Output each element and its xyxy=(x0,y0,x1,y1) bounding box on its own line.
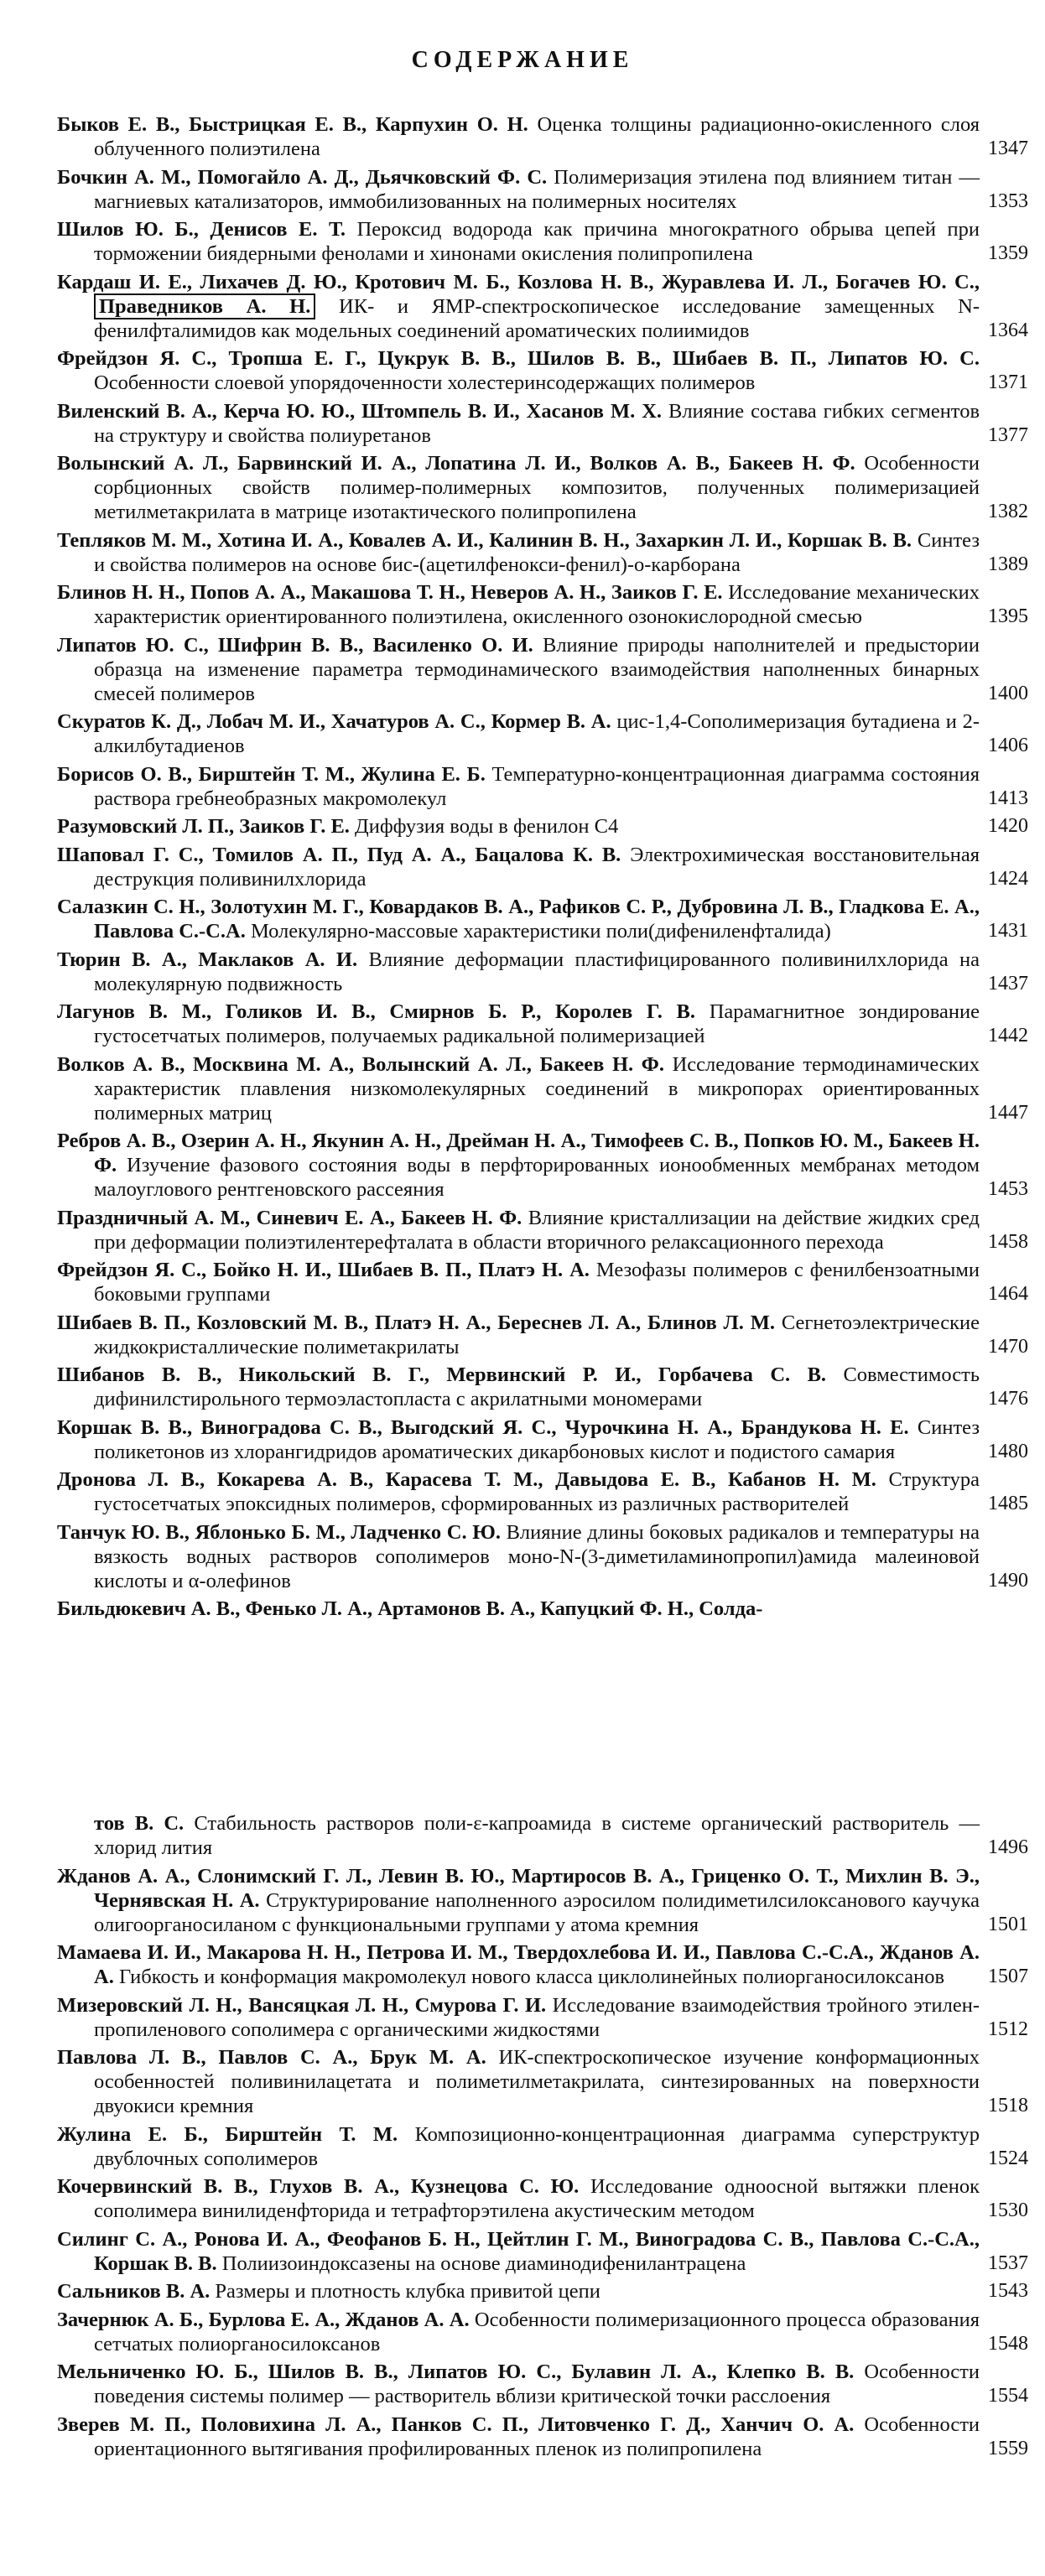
entry-page-number: 1347 xyxy=(988,138,1028,159)
entry-page-number: 1501 xyxy=(988,1913,1028,1935)
toc-entry xyxy=(57,580,1028,629)
toc-entry xyxy=(57,2360,1028,2408)
entry-title: Полимеризация этилена под влиянием титан — магниевых катализаторов, иммобилизованных на полимерных носителях xyxy=(94,165,980,213)
entry-authors: Блинов Н. Н., Попов А. А., Макашова Т. Н., Неверов А. Н., Заиков Г. Е. xyxy=(57,581,723,604)
entry-page-number: 1424 xyxy=(988,867,1028,890)
toc-entry xyxy=(57,1415,1028,1464)
entry-title: Синтез поликетонов из хлорангидридов ароматических дикарбоновых кислот и подистого самария xyxy=(94,1415,980,1463)
entry-authors: Павлова Л. В., Павлов С. А., Брук М. А. xyxy=(57,2046,486,2069)
entry-authors: Виленский В. А., Керча Ю. Ю., Штомпель В. И., Хасанов М. Х. xyxy=(57,399,663,423)
toc-entry xyxy=(57,2174,1028,2223)
toc-entry xyxy=(57,843,1028,891)
entry-title: Особенности слоевой упорядоченности холестеринсодержащих полимеров xyxy=(94,371,756,394)
entry-authors: Мельниченко Ю. Б., Шилов В. В., Липатов Ю. С., Булавин Л. А., Клепко В. В. xyxy=(57,2360,855,2383)
toc-entry xyxy=(57,1052,1028,1125)
toc-entry xyxy=(57,2308,1028,2356)
toc-entry xyxy=(57,1363,1028,1411)
entry-title: Температурно-концентрационная диаграмма состояния раствора гребнеобразных макромолекул xyxy=(94,762,980,810)
entry-page-number: 1431 xyxy=(988,920,1028,942)
entry-title: Особенности полимеризационного процесса образования сетчатых полиорганосилоксанов xyxy=(94,2308,980,2355)
entry-page-number: 1382 xyxy=(988,501,1028,522)
entry-page-number: 1476 xyxy=(988,1388,1028,1410)
toc-entry xyxy=(57,762,1028,811)
entry-page-number: 1518 xyxy=(988,2095,1028,2116)
entry-authors: Фрейдзон Я. С., Бойко Н. И., Шибаев В. П., Платэ Н. А. xyxy=(57,1259,590,1281)
entry-title: Парамагнитное зондирование густосетчатых полимеров, получаемых радикальной полимеризацией xyxy=(94,1000,980,1047)
toc-entry xyxy=(57,633,1028,706)
entry-page-number: 1353 xyxy=(988,190,1028,212)
toc-entry xyxy=(57,895,1028,943)
toc-entry xyxy=(57,1993,1028,2042)
entry-page-number: 1559 xyxy=(988,2437,1028,2459)
entry-page-number: 1447 xyxy=(988,1101,1028,1124)
entry-title: Исследование механических характеристик ориентированного полиэтилена, окисленного озонокислородной смесью xyxy=(94,581,980,628)
entry-page-number: 1554 xyxy=(988,2385,1028,2407)
entry-authors: Зачернюк А. Б., Бурлова Е. А., Жданов А. А. xyxy=(57,2308,470,2331)
contents-list-1 xyxy=(57,112,1028,1625)
toc-entry xyxy=(57,451,1028,524)
entry-page-number: 1400 xyxy=(988,682,1028,704)
entry-authors: Коршак В. В., Виноградова С. В., Выгодский Я. С., Чурочкина Н. А., Брандукова Н. Е. xyxy=(57,1415,909,1439)
toc-entry xyxy=(57,1311,1028,1359)
entry-authors: Бочкин А. М., Помогайло А. Д., Дьячковский Ф. С. xyxy=(57,165,548,189)
entry-title: Совместимость дифинилстирольного термоэластопласта с акрилатными мономерами xyxy=(94,1363,980,1410)
entry-authors: Жданов А. А., Слонимский Г. Л., Левин В. Ю., Мартиросов В. А., Гриценко О. Т., Михлин В. Э., Чернявская Н. А. xyxy=(57,1864,980,1912)
entry-boxed-author: Праведников А. Н. xyxy=(94,293,315,319)
entry-title: Структурирование наполненного аэросилом полидиметилсилоксанового каучука олигоорганосиланом с функциональными группами у атома кремния xyxy=(94,1888,980,1936)
toc-entry xyxy=(57,1000,1028,1048)
toc-entry xyxy=(57,1811,1028,1860)
entry-page-number: 1530 xyxy=(988,2199,1028,2221)
entry-page-number: 1470 xyxy=(988,1335,1028,1358)
entry-title: Сегнетоэлектрические жидкокристаллические полиметакрилаты xyxy=(94,1311,980,1358)
entry-authors: Бильдюкевич А. В., Фенько Л. А., Артамонов В. А., Капуцкий Ф. Н., Солда- xyxy=(57,1597,763,1620)
entry-title: Размеры и плотность клубка привитой цепи xyxy=(215,2280,600,2303)
toc-entry xyxy=(57,2122,1028,2171)
entry-title: Влияние деформации пластифицированного поливинилхлорида на молекулярную подвижность xyxy=(94,948,980,995)
entry-authors: Шибанов В. В., Никольский В. Г., Мервинский Р. И., Горбачева С. В. xyxy=(57,1363,827,1386)
entry-title: Особенности поведения системы полимер — растворитель вблизи критической точки расслоения xyxy=(94,2360,980,2407)
entry-authors: Быков Е. В., Быстрицкая Е. В., Карпухин О. Н. xyxy=(57,113,528,136)
entry-authors: Волынский А. Л., Барвинский И. А., Лопатина Л. И., Волков А. В., Бакеев Н. Ф. xyxy=(57,452,855,475)
entry-authors: Волков А. В., Москвина М. А., Волынский А. Л., Бакеев Н. Ф. xyxy=(57,1052,664,1076)
entry-authors: Шаповал Г. С., Томилов А. П., Пуд А. А., Бацалова К. В. xyxy=(57,843,621,866)
entry-page-number: 1524 xyxy=(988,2147,1028,2169)
entry-page-number: 1548 xyxy=(988,2332,1028,2355)
entry-page-number: 1364 xyxy=(988,319,1028,341)
entry-title: Синтез и свойства полимеров на основе бис-(ацетилфенокси-фенил)-о-карборана xyxy=(94,528,980,576)
entry-page-number: 1512 xyxy=(988,2018,1028,2040)
entry-page-number: 1453 xyxy=(988,1178,1028,1200)
entry-authors: Липатов Ю. С., Шифрин В. В., Василенко О. И. xyxy=(57,633,533,657)
entry-authors: Жулина Е. Б., Бирштейн Т. М. xyxy=(57,2122,398,2146)
entry-page-number: 1437 xyxy=(988,972,1028,995)
toc-entry xyxy=(57,1129,1028,1202)
entry-title: Молекулярно-массовые характеристики поли(дифениленфталида) xyxy=(250,920,831,943)
entry-authors: Шилов Ю. Б., Денисов Е. Т. xyxy=(57,218,346,241)
toc-entry xyxy=(57,2412,1028,2461)
entry-title: Исследование термодинамических характеристик плавления низкомолекулярных соединений в микропорах ориентированных полимерных матриц xyxy=(94,1052,980,1124)
entry-authors: Танчук Ю. В., Яблонько Б. М., Ладченко С. Ю. xyxy=(57,1520,501,1544)
entry-authors: Скуратов К. Д., Лобач М. И., Хачатуров А. С., Кормер В. А. xyxy=(57,710,611,733)
entry-title: Диффузия воды в фенилон С4 xyxy=(355,815,619,838)
entry-title: Электрохимическая восстановительная деструкция поливинилхлорида xyxy=(94,843,980,891)
contents-list-2 xyxy=(57,1811,1028,2464)
entry-authors: Салазкин С. Н., Золотухин М. Г., Ковардаков В. А., Рафиков С. Р., Дубровина Л. В., Гладкова Е. А., Павлова С.-С.А. xyxy=(57,896,980,943)
entry-page-number: 1490 xyxy=(988,1569,1028,1592)
entry-title: Оценка толщины радиационно-окисленного слоя облученного полиэтилена xyxy=(94,113,980,160)
entry-authors: Сальников В. А. xyxy=(57,2280,211,2303)
entry-title: Композиционно-концентрационная диаграмма суперструктур двублочных сополимеров xyxy=(94,2122,980,2170)
entry-title: Полиизоиндоксазены на основе диаминодифенилантрацена xyxy=(221,2251,746,2275)
entry-authors: Кочервинский В. В., Глухов В. А., Кузнецова С. Ю. xyxy=(57,2175,580,2198)
toc-entry xyxy=(57,1520,1028,1593)
entry-page-number: 1480 xyxy=(988,1440,1028,1462)
entry-page-number: 1496 xyxy=(988,1836,1028,1858)
entry-page-number: 1537 xyxy=(988,2251,1028,2274)
toc-entry xyxy=(57,948,1028,996)
toc-entry xyxy=(57,346,1028,395)
entry-title: Особенности сорбционных свойств полимер-полимерных композитов, полученных полимеризацией метилметакрилата в матрице изотактического полипропилена xyxy=(94,452,980,523)
entry-page-number: 1458 xyxy=(988,1230,1028,1253)
entry-title: Гибкость и конформация макромолекул нового класса циклолинейных полиорганосилоксанов xyxy=(118,1966,945,1988)
toc-entry xyxy=(57,1258,1028,1306)
entry-page-number: 1413 xyxy=(988,787,1028,809)
entry-title: цис-1,4-Сополимеризация бутадиена и 2-алкилбутадиенов xyxy=(94,710,980,757)
toc-entry xyxy=(57,1597,980,1621)
page-title: СОДЕРЖАНИЕ xyxy=(411,47,634,73)
entry-page-number: 1395 xyxy=(988,605,1028,627)
entry-title: ИК-спектроскопическое изучение конформационных особенностей поливинилацетата и полиметилметакрилата, синтезированных на поверхности двуокиси кремния xyxy=(94,2046,980,2117)
entry-authors: тов В. С. xyxy=(94,1812,185,1835)
toc-entry xyxy=(57,1940,1028,1989)
entry-title: Исследование одноосной вытяжки пленок сополимера винилиденфторида и тетрафторэтилена акустическим методом xyxy=(94,2175,980,2222)
entry-title: Структура густосетчатых эпоксидных полимеров, сформированных из различных растворителей xyxy=(94,1468,980,1515)
entry-authors: Ребров А. В., Озерин А. Н., Якунин А. Н., Дрейман Н. А., Тимофеев С. В., Попков Ю. М., Бакеев Н. Ф. xyxy=(57,1130,980,1176)
entry-authors: Шибаев В. П., Козловский М. В., Платэ Н. А., Береснев Л. А., Блинов Л. М. xyxy=(57,1311,776,1334)
entry-title: Мезофазы полимеров с фенилбензоатными боковыми группами xyxy=(94,1259,980,1306)
entry-page-number: 1507 xyxy=(988,1966,1028,1987)
entry-page-number: 1543 xyxy=(988,2280,1028,2302)
entry-title: Влияние состава гибких сегментов на структуру и свойства полиуретанов xyxy=(94,399,980,447)
entry-page-number: 1485 xyxy=(988,1493,1028,1514)
entry-authors: Мамаева И. И., Макарова Н. Н., Петрова И. М., Твердохлебова И. И., Павлова С.-С.А., Жданов А. А. xyxy=(57,1941,980,1988)
entry-authors: Дронова Л. В., Кокарева А. В., Карасева Т. М., Давыдова Е. В., Кабанов Н. М. xyxy=(57,1468,876,1491)
entry-page-number: 1389 xyxy=(988,553,1028,575)
entry-title: Пероксид водорода как причина многократного обрыва цепей при торможении биядерными фенолами и хинонами окисления полипропилена xyxy=(94,218,980,265)
toc-entry xyxy=(57,112,1028,161)
entry-authors: Борисов О. В., Бирштейн Т. М., Жулина Е. Б. xyxy=(57,762,486,786)
toc-entry xyxy=(57,2227,1028,2276)
entry-title: Стабильность растворов поли-ε-капроамида в системе органический растворитель — хлорид лития xyxy=(94,1812,980,1859)
toc-entry xyxy=(57,709,1028,758)
entry-authors: Мизеровский Л. Н., Вансяцкая Л. Н., Смурова Г. И. xyxy=(57,1993,547,2017)
entry-page-number: 1442 xyxy=(988,1025,1028,1046)
entry-title: Изучение фазового состояния воды в перфторированных ионообменных мембранах методом малоуглового рентгеновского рассеяния xyxy=(94,1154,980,1201)
entry-page-number: 1464 xyxy=(988,1283,1028,1305)
entry-authors: Праздничный А. М., Синевич Е. А., Бакеев Н. Ф. xyxy=(57,1206,522,1229)
entry-authors: Лагунов В. М., Голиков И. В., Смирнов Б. Р., Королев Г. В. xyxy=(57,1000,696,1023)
toc-entry xyxy=(57,1206,1028,1254)
toc-entry xyxy=(57,2279,1028,2303)
toc-entry xyxy=(57,2045,1028,2118)
entry-page-number: 1359 xyxy=(988,242,1028,264)
entry-title: Исследование взаимодействия тройного этилен-пропиленового сополимера с органическими жидкостями xyxy=(94,1993,980,2041)
entry-title: Влияние кристаллизации на действие жидких сред при деформации полиэтилентерефталата в области вторичного релаксационного перехода xyxy=(94,1206,980,1254)
entry-authors: Тюрин В. А., Маклаков А. И. xyxy=(57,948,358,971)
entry-authors: Кардаш И. Е., Лихачев Д. Ю., Кротович М. Б., Козлова Н. В., Журавлева И. Л., Богачев Ю. С., xyxy=(57,270,980,293)
entry-authors: Тепляков М. М., Хотина И. А., Ковалев А. И., Калинин В. Н., Захаркин Л. И., Коршак В. В. xyxy=(57,528,912,552)
entry-page-number: 1377 xyxy=(988,423,1028,446)
entry-title: ИК- и ЯМР-спектроскопическое исследование замещенных N-фенилфталимидов как модельных соединений ароматических полиимидов xyxy=(94,294,980,342)
toc-entry xyxy=(57,217,1028,266)
entry-page-number: 1406 xyxy=(988,735,1028,756)
entry-authors: Фрейдзон Я. С., Тропша Е. Г., Цукрук В. В., Шилов В. В., Шибаев В. П., Липатов Ю. С. xyxy=(57,347,980,370)
toc-entry xyxy=(57,165,1028,214)
entry-authors: Разумовский Л. П., Заиков Г. Е. xyxy=(57,815,350,838)
entry-title: Влияние природы наполнителей и предыстории образца на изменение параметра термодинамического взаимодействия наполненных бинарных смесей полимеров xyxy=(94,633,980,705)
toc-entry xyxy=(57,528,1028,577)
entry-page-number: 1371 xyxy=(988,371,1028,393)
entry-authors: Зверев М. П., Половихина Л. А., Панков С. П., Литовченко Г. Д., Ханчич О. А. xyxy=(57,2412,855,2436)
entry-title: Влияние длины боковых радикалов и температуры на вязкость водных растворов сополимеров моно-N-(3-диметиламинопропил)амида малеиновой кислоты и α-олефинов xyxy=(94,1520,980,1592)
toc-entry xyxy=(57,1864,1028,1937)
entry-page-number: 1420 xyxy=(988,815,1028,837)
toc-entry xyxy=(57,1467,1028,1516)
toc-entry xyxy=(57,814,1028,839)
entry-authors: Силинг С. А., Ронова И. А., Феофанов Б. Н., Цейтлин Г. М., Виноградова С. В., Павлова С.-С.А., Коршак В. В. xyxy=(57,2227,980,2275)
entry-title: Особенности ориентационного вытягивания профилированных пленок из полипропилена xyxy=(94,2412,980,2460)
toc-entry xyxy=(57,399,1028,448)
toc-entry xyxy=(57,270,1028,343)
